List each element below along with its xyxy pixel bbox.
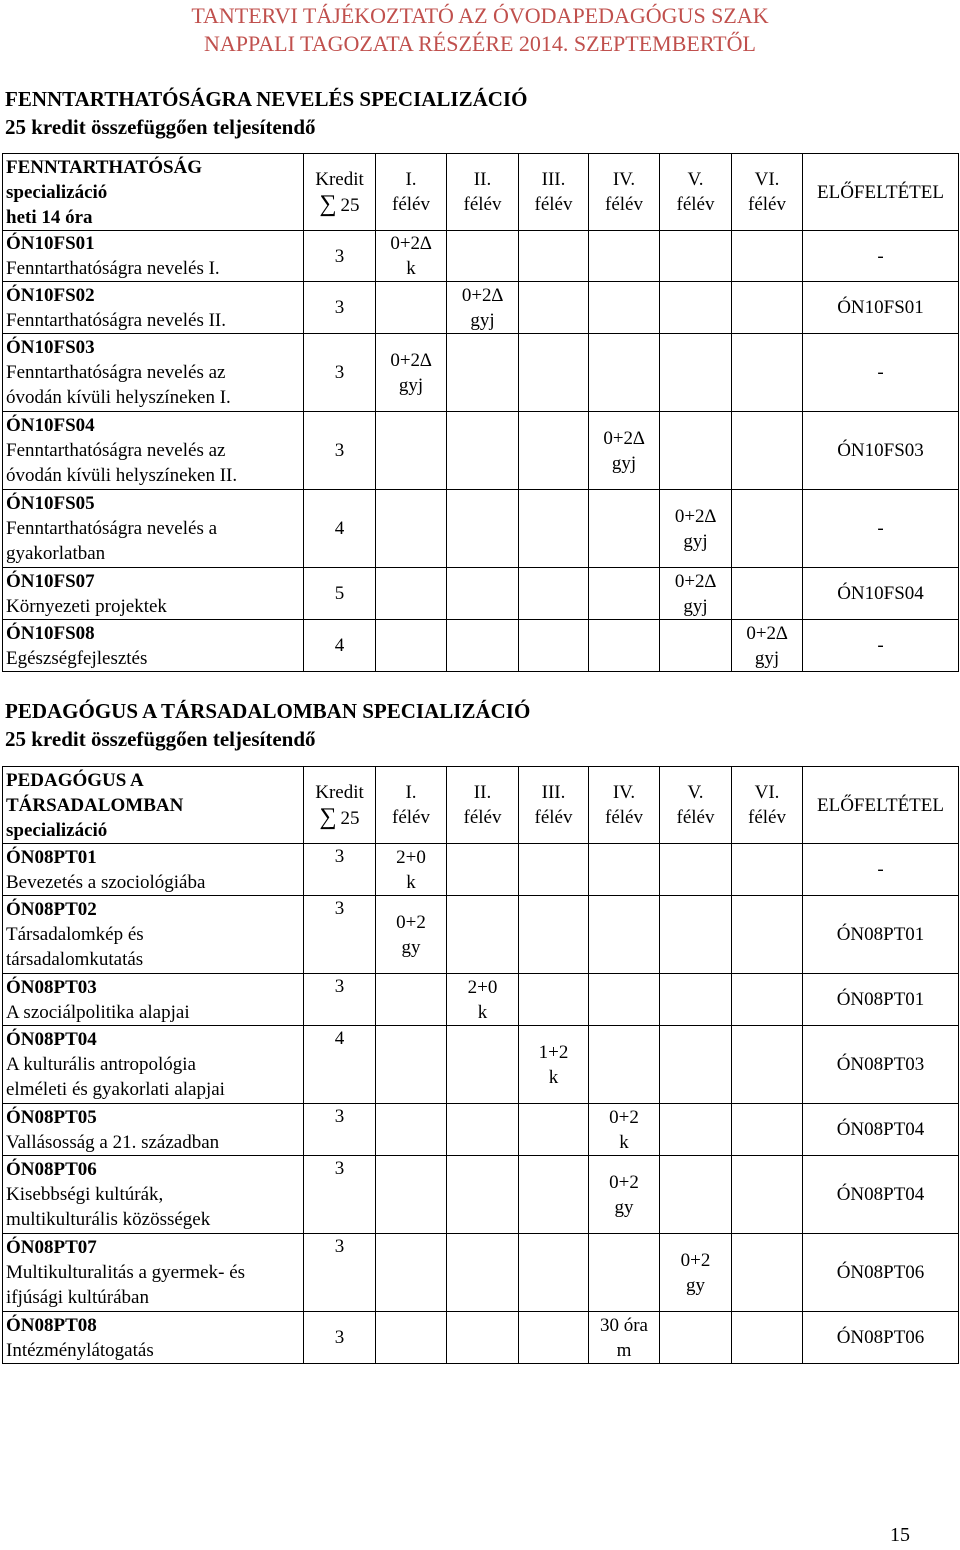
semester-number: IV.: [612, 169, 636, 190]
prerequisite-value: ÓN10FS03: [803, 412, 959, 490]
semester-label: félév: [605, 194, 643, 215]
assessment: gy: [686, 1274, 705, 1296]
spec-type: specializáció: [6, 819, 108, 841]
section2-subtitle: 25 kredit összefüggően teljesítendő: [5, 727, 316, 751]
table-row: [3, 896, 959, 974]
semester-1-value: [376, 896, 447, 974]
course-title-line-1: Kisebbségi kultúrák,: [6, 1184, 164, 1205]
kredit-label: Kredit: [315, 168, 364, 190]
semester-label: félév: [463, 807, 502, 828]
semester-6-header: [732, 767, 803, 844]
semester-2-header: [447, 154, 519, 231]
document-header-line-2: NAPPALI TAGOZATA RÉSZÉRE 2014. SZEPTEMBERTŐL: [204, 31, 756, 56]
course-code: ÓN08PT04: [6, 1029, 97, 1050]
course-title-line-2: óvodán kívüli helyszíneken I.: [6, 387, 231, 408]
semester-label: félév: [534, 194, 573, 215]
course-cell: [3, 334, 304, 412]
course-title-line-1: Fenntarthatóságra nevelés a: [6, 518, 218, 539]
assessment: gyj: [611, 452, 637, 474]
table-row: [3, 568, 959, 620]
section1-subtitle: 25 kredit összefüggően teljesítendő: [5, 115, 316, 139]
specialization-header-cell: [3, 767, 304, 844]
prerequisite-value: ÓN10FS01: [803, 282, 959, 334]
semester-1-value: [376, 844, 447, 896]
course-code: ÓN08PT02: [6, 899, 97, 920]
course-code: ÓN10FS01: [6, 233, 95, 254]
kredit-value: 4: [304, 620, 376, 672]
fenntarthatosag-table: [2, 153, 959, 672]
course-code: ÓN08PT07: [6, 1237, 97, 1258]
course-title-line-2: multikulturális közösségek: [6, 1209, 211, 1230]
course-cell: [3, 620, 304, 672]
kredit-value: 3: [304, 231, 376, 282]
course-code: ÓN10FS04: [6, 415, 95, 436]
assessment: k: [406, 871, 416, 893]
course-code: ÓN08PT05: [6, 1106, 97, 1128]
hours: 0+2: [396, 911, 426, 933]
semester-label: félév: [605, 807, 643, 828]
semester-number: I.: [405, 169, 417, 190]
course-cell: [3, 844, 304, 896]
prerequisite-value: -: [803, 844, 959, 896]
course-cell: [3, 1156, 304, 1234]
semester-label: félév: [392, 194, 430, 215]
semester-number: III.: [541, 782, 566, 803]
assessment: gyj: [470, 309, 495, 331]
specialization-header-cell: [3, 154, 304, 231]
course-code: ÓN08PT08: [6, 1314, 97, 1336]
course-title-line-2: elméleti és gyakorlati alapjai: [6, 1079, 225, 1100]
semester-label: félév: [748, 194, 786, 215]
semester-6-header: [732, 154, 803, 231]
assessment: m: [616, 1339, 632, 1361]
semester-2-value: [447, 974, 519, 1026]
assessment: gyj: [683, 595, 708, 617]
course-title: Intézménylátogatás: [6, 1339, 154, 1361]
kredit-header-cell: [304, 154, 376, 231]
assessment: gy: [401, 936, 421, 958]
spec-name: FENNTARTHATÓSÁG: [6, 156, 203, 178]
course-code: ÓN10FS03: [6, 337, 95, 358]
semester-4-value: [589, 412, 660, 490]
prerequisite-value: -: [803, 490, 959, 568]
table-row: [3, 1234, 959, 1312]
semester-4-value: [589, 1312, 660, 1364]
assessment: k: [406, 258, 416, 279]
semester-3-value: [519, 1026, 589, 1104]
course-title: Vallásosság a 21. században: [6, 1131, 220, 1153]
course-title: A szociálpolitika alapjai: [6, 1001, 190, 1023]
semester-5-header: [660, 767, 732, 844]
course-code: ÓN10FS05: [6, 493, 95, 514]
hours: 0+2: [609, 1171, 639, 1193]
course-title-line-1: Multikulturalitás a gyermek- és: [6, 1262, 246, 1283]
table-row: [3, 334, 959, 412]
course-title: Egészségfejlesztés: [6, 647, 148, 669]
prerequisite-value: ÓN08PT06: [803, 1312, 959, 1364]
kredit-value: 3: [304, 412, 376, 490]
kredit-sum: 25: [340, 194, 360, 216]
semester-3-header: [519, 767, 589, 844]
spec-hours: heti 14 óra: [6, 206, 93, 228]
hours: 0+2∆: [461, 284, 504, 306]
prerequisite-value: ÓN08PT01: [803, 974, 959, 1026]
hours: 0+2∆: [390, 349, 432, 371]
hours: 0+2∆: [390, 233, 432, 254]
semester-number: VI.: [754, 169, 780, 190]
course-title: Környezeti projektek: [6, 595, 167, 617]
assessment: k: [548, 1066, 559, 1088]
table-row: [3, 974, 959, 1026]
section2-title: PEDAGÓGUS A TÁRSADALOMBAN SPECIALIZÁCIÓ: [5, 699, 531, 723]
course-cell: [3, 896, 304, 974]
course-title-line-2: ifjúsági kultúrában: [6, 1287, 149, 1308]
prerequisite-header: ELŐFELTÉTEL: [803, 154, 959, 231]
prerequisite-value: ÓN08PT04: [803, 1104, 959, 1156]
sum-icon: ∑: [319, 803, 337, 830]
semester-number: IV.: [612, 782, 636, 803]
sum-icon: ∑: [319, 190, 337, 217]
prerequisite-value: ÓN08PT04: [803, 1156, 959, 1234]
semester-number: I.: [405, 782, 417, 803]
hours: 0+2: [680, 1249, 711, 1271]
prerequisite-value: ÓN08PT01: [803, 896, 959, 974]
prerequisite-value: -: [803, 231, 959, 282]
kredit-value: 3: [304, 1104, 376, 1156]
course-title-line-2: társadalomkutatás: [6, 949, 144, 970]
kredit-value: 3: [304, 896, 376, 974]
hours: 0+2∆: [674, 570, 717, 592]
kredit-sum: 25: [340, 807, 360, 829]
course-title: Fenntarthatóságra nevelés II.: [6, 309, 226, 331]
table-row: [3, 1104, 959, 1156]
course-cell: [3, 1312, 304, 1364]
hours: 1+2: [538, 1041, 569, 1063]
kredit-value: 3: [304, 1234, 376, 1312]
course-title: Fenntarthatóságra nevelés I.: [6, 258, 220, 279]
spec-name-line-1: PEDAGÓGUS A: [6, 769, 144, 791]
semester-2-value: [447, 282, 519, 334]
hours: 30 óra: [599, 1314, 648, 1336]
assessment: gyj: [398, 374, 424, 396]
course-cell: [3, 282, 304, 334]
prerequisite-header: ELŐFELTÉTEL: [803, 767, 959, 844]
hours: 2+0: [396, 846, 426, 868]
kredit-value: 4: [304, 1026, 376, 1104]
course-title-line-1: A kulturális antropológia: [6, 1054, 196, 1075]
semester-4-header: [589, 154, 660, 231]
semester-5-value: [660, 568, 732, 620]
table-row: [3, 231, 959, 282]
table-row: [3, 1156, 959, 1234]
kredit-value: 3: [304, 1156, 376, 1234]
prerequisite-value: -: [803, 620, 959, 672]
hours: 2+0: [467, 976, 498, 998]
semester-5-header: [660, 154, 732, 231]
table-row: [3, 490, 959, 568]
semester-1-value: [376, 231, 447, 282]
course-code: ÓN08PT03: [6, 976, 97, 998]
hours: 0+2: [609, 1106, 639, 1128]
assessment: gyj: [754, 647, 780, 669]
semester-2-header: [447, 767, 519, 844]
course-cell: [3, 412, 304, 490]
semester-number: II.: [473, 782, 492, 803]
course-code: ÓN08PT01: [6, 846, 97, 868]
section1-title: FENNTARTHATÓSÁGRA NEVELÉS SPECIALIZÁCIÓ: [5, 87, 528, 111]
semester-label: félév: [463, 194, 502, 215]
semester-1-header: [376, 767, 447, 844]
semester-5-value: [660, 1234, 732, 1312]
semester-1-value: [376, 334, 447, 412]
semester-label: félév: [748, 807, 786, 828]
course-title: Bevezetés a szociológiába: [6, 871, 206, 893]
semester-4-value: [589, 1156, 660, 1234]
course-title-line-1: Fenntarthatóságra nevelés az: [6, 440, 226, 461]
prerequisite-value: ÓN10FS04: [803, 568, 959, 620]
hours: 0+2∆: [603, 427, 645, 449]
course-cell: [3, 1234, 304, 1312]
kredit-value: 3: [304, 974, 376, 1026]
semester-4-header: [589, 767, 660, 844]
course-code: ÓN10FS02: [6, 284, 95, 306]
semester-number: III.: [541, 169, 566, 190]
course-cell: [3, 490, 304, 568]
assessment: k: [477, 1001, 488, 1023]
semester-5-value: [660, 490, 732, 568]
pedagogus-table: [2, 766, 959, 1364]
document-header-line-1: TANTERVI TÁJÉKOZTATÓ AZ ÓVODAPEDAGÓGUS SZAK: [191, 3, 769, 28]
course-cell: [3, 974, 304, 1026]
course-code: ÓN10FS08: [6, 622, 95, 644]
page-number: 15: [890, 1524, 910, 1546]
course-title-line-1: Társadalomkép és: [6, 924, 144, 945]
semester-label: félév: [392, 807, 430, 828]
table-header-row: [3, 154, 959, 231]
course-cell: [3, 231, 304, 282]
course-cell: [3, 1026, 304, 1104]
table-row: [3, 282, 959, 334]
table-row: [3, 1312, 959, 1364]
table-header-row: [3, 767, 959, 844]
course-title-line-2: óvodán kívüli helyszíneken II.: [6, 465, 238, 486]
semester-label: félév: [534, 807, 573, 828]
semester-label: félév: [676, 194, 715, 215]
hours: 0+2∆: [746, 622, 788, 644]
spec-type: specializáció: [6, 181, 108, 203]
semester-4-value: [589, 1104, 660, 1156]
hours: 0+2∆: [674, 505, 717, 527]
spec-name-line-2: TÁRSADALOMBAN: [6, 794, 184, 816]
assessment: gyj: [683, 530, 708, 552]
kredit-value: 3: [304, 282, 376, 334]
prerequisite-value: ÓN08PT06: [803, 1234, 959, 1312]
kredit-value: 5: [304, 568, 376, 620]
semester-number: V.: [687, 782, 704, 803]
semester-3-header: [519, 154, 589, 231]
table-row: [3, 620, 959, 672]
kredit-value: 3: [304, 334, 376, 412]
assessment: gy: [614, 1196, 634, 1218]
prerequisite-value: ÓN08PT03: [803, 1026, 959, 1104]
table-row: [3, 1026, 959, 1104]
kredit-value: 4: [304, 490, 376, 568]
semester-number: V.: [687, 169, 704, 190]
table-row: [3, 844, 959, 896]
course-cell: [3, 1104, 304, 1156]
course-cell: [3, 568, 304, 620]
course-code: ÓN10FS07: [6, 570, 95, 592]
course-title-line-2: gyakorlatban: [6, 543, 106, 564]
table-row: [3, 412, 959, 490]
kredit-header-cell: [304, 767, 376, 844]
course-code: ÓN08PT06: [6, 1159, 97, 1180]
prerequisite-value: -: [803, 334, 959, 412]
kredit-label: Kredit: [315, 781, 364, 803]
semester-number: II.: [473, 169, 492, 190]
kredit-value: 3: [304, 1312, 376, 1364]
course-title-line-1: Fenntarthatóságra nevelés az: [6, 362, 226, 383]
semester-number: VI.: [754, 782, 780, 803]
assessment: k: [619, 1131, 629, 1153]
kredit-value: 3: [304, 844, 376, 896]
semester-6-value: [732, 620, 803, 672]
semester-1-header: [376, 154, 447, 231]
semester-label: félév: [676, 807, 715, 828]
